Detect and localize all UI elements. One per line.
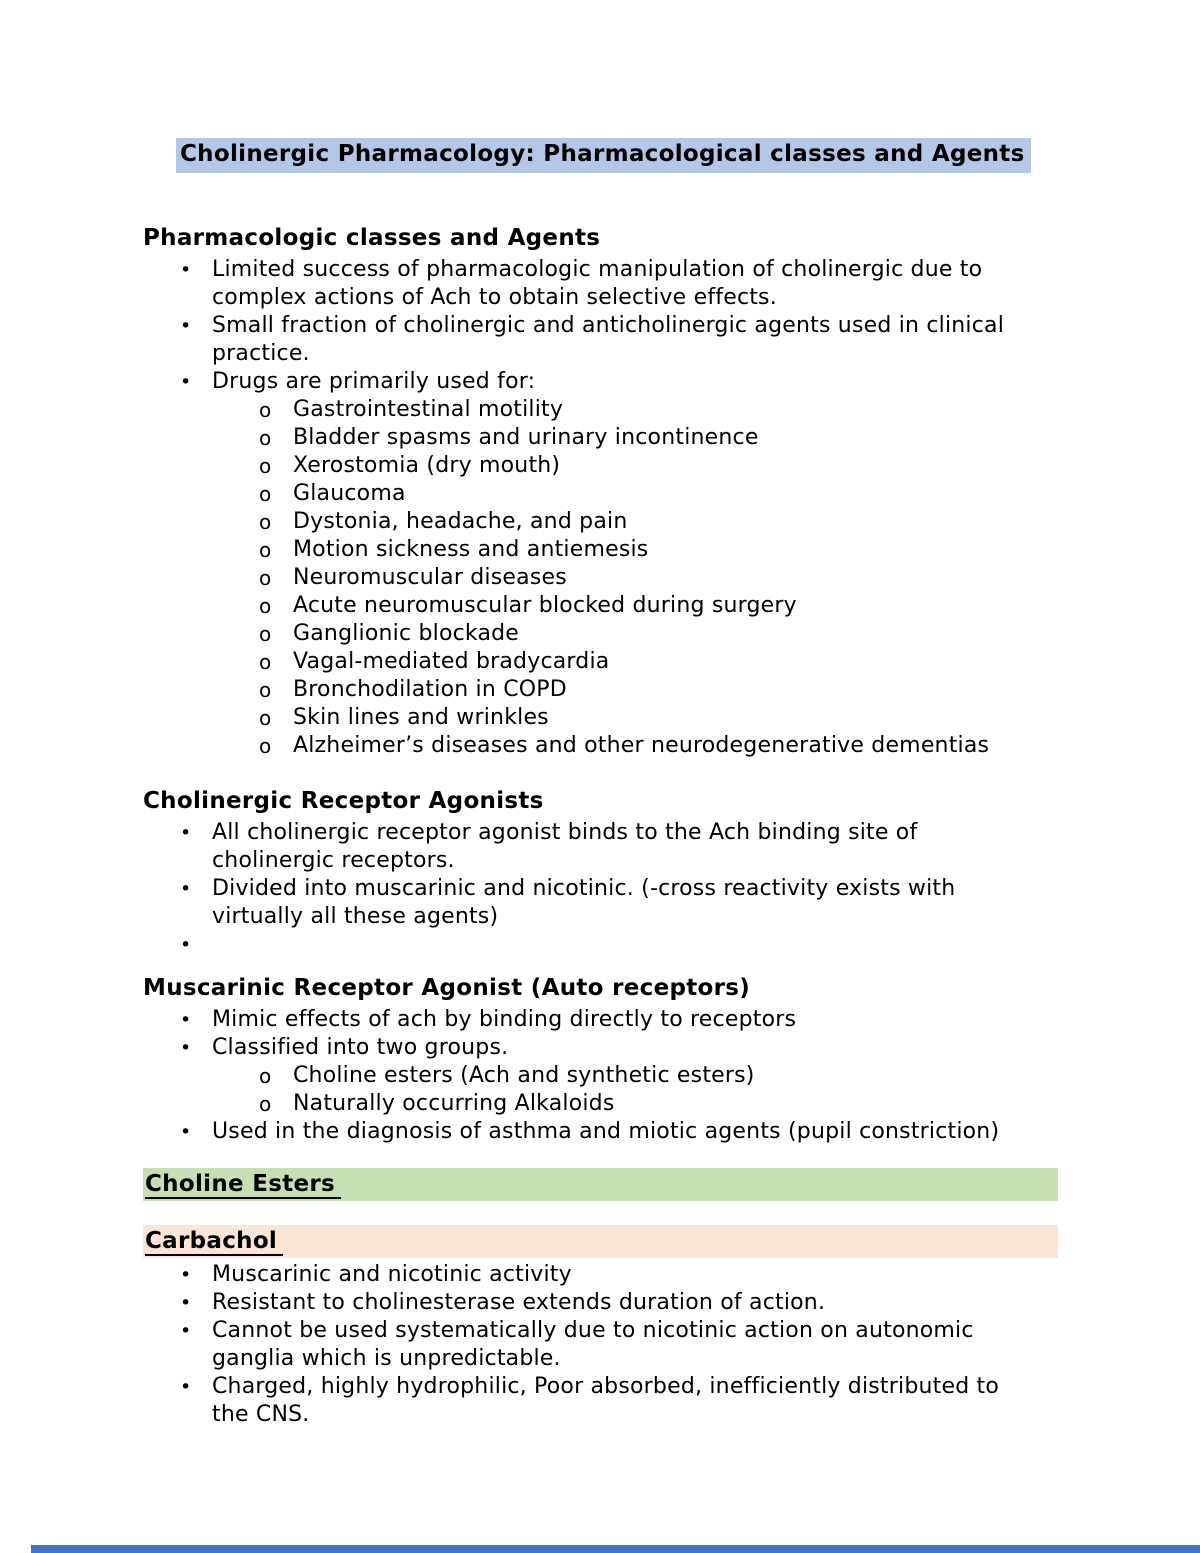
circle-marker: o [259,453,272,478]
sub-bullet-item [143,648,1140,676]
heading-muscarinic-receptor-agonist: Muscarinic Receptor Agonist (Auto receptors) [143,974,751,1001]
bullet-text: Choline esters (Ach and synthetic esters) [293,1062,755,1088]
bullet-text: Used in the diagnosis of asthma and miotic agents (pupil constriction) [212,1118,1000,1144]
bullet-text: Acute neuromuscular blocked during surgery [293,592,797,618]
bullet-marker: • [180,821,192,844]
bullet-item [143,1373,1140,1429]
bullet-item [143,1034,1140,1062]
bullet-marker: • [180,370,192,393]
bullet-item [143,875,1140,931]
bullet-item [143,368,1140,396]
bullet-text: Cannot be used systematically due to nicotinic action on autonomic ganglia which is unpredictable. [212,1318,974,1372]
bullet-item [143,1289,1140,1317]
bullet-marker: • [180,1120,192,1143]
sub-bullet-item [143,452,1140,480]
bullet-marker: • [180,933,192,956]
bullet-marker: • [180,258,192,281]
bullet-item [143,1118,1140,1146]
sub-bullet-item [143,704,1140,732]
sub-bullet-item [143,536,1140,564]
circle-marker: o [259,733,272,758]
sub-bullet-item [143,676,1140,704]
circle-marker: o [259,537,272,562]
bullet-text: Xerostomia (dry mouth) [293,452,561,478]
circle-marker: o [259,593,272,618]
bullet-item [143,1006,1140,1034]
sub-bullet-item [143,508,1140,536]
circle-marker: o [259,565,272,590]
bullet-item [143,1261,1140,1289]
bullet-marker: • [180,877,192,900]
footer-accent-bar [31,1545,1200,1553]
sub-bullet-item [143,564,1140,592]
heading-cholinergic-receptor-agonists: Cholinergic Receptor Agonists [143,787,544,814]
sub-bullet-item [143,1062,1140,1090]
bullet-text: Limited success of pharmacologic manipulation of cholinergic due to complex actions of Ach to obtain selective effects. [212,256,983,310]
bullet-marker: • [180,1292,192,1315]
bullet-text: Ganglionic blockade [293,620,520,646]
banner-carbachol [143,1225,1058,1258]
bullet-text: Alzheimer’s diseases and other neurodegenerative dementias [293,732,990,758]
bullet-marker: • [180,314,192,337]
banner-choline-esters [143,1168,1058,1201]
carbachol-list [143,1261,1140,1429]
bullet-text: Classified into two groups. [212,1034,509,1060]
sub-bullet-item [143,396,1140,424]
bullet-marker: • [180,1376,192,1399]
cholinergic-agonists-list [143,819,1140,959]
sub-bullet-item [143,620,1140,648]
circle-marker: o [259,1091,272,1116]
bullet-text: Naturally occurring Alkaloids [293,1090,615,1116]
bullet-item [143,819,1140,875]
sub-bullet-item [143,1090,1140,1118]
circle-marker: o [259,509,272,534]
bullet-text: All cholinergic receptor agonist binds to the Ach binding site of cholinergic receptors. [212,819,918,873]
bullet-item [143,931,1140,959]
document-title: Cholinergic Pharmacology: Pharmacological classes and Agents [176,138,1031,173]
circle-marker: o [259,397,272,422]
circle-marker: o [259,677,272,702]
banner-choline-esters-label: Choline Esters [145,1171,341,1199]
circle-marker: o [259,425,272,450]
circle-marker: o [259,481,272,506]
bullet-text: Glaucoma [293,480,406,506]
sub-bullet-item [143,480,1140,508]
circle-marker: o [259,1063,272,1088]
bullet-text: Mimic effects of ach by binding directly to receptors [212,1006,797,1032]
muscarinic-agonist-list [143,1006,1140,1146]
bullet-marker: • [180,1320,192,1343]
bullet-text: Charged, highly hydrophilic, Poor absorbed, inefficiently distributed to the CNS. [212,1374,1000,1428]
bullet-text: Drugs are primarily used for: [212,368,536,394]
pharmacologic-classes-list [143,256,1140,760]
bullet-marker: • [180,1036,192,1059]
bullet-item [143,1317,1140,1373]
bullet-text: Bronchodilation in COPD [293,676,567,702]
bullet-text: Skin lines and wrinkles [293,704,549,730]
bullet-item [143,312,1140,368]
bullet-text: Resistant to cholinesterase extends duration of action. [212,1290,826,1316]
circle-marker: o [259,705,272,730]
circle-marker: o [259,621,272,646]
bullet-text: Neuromuscular diseases [293,564,567,590]
heading-pharmacologic-classes: Pharmacologic classes and Agents [143,224,601,251]
circle-marker: o [259,649,272,674]
bullet-text: Vagal-mediated bradycardia [293,648,610,674]
bullet-marker: • [180,1264,192,1287]
bullet-text: Muscarinic and nicotinic activity [212,1262,572,1288]
bullet-marker: • [180,1008,192,1031]
sub-bullet-item [143,732,1140,760]
bullet-text: Divided into muscarinic and nicotinic. (-cross reactivity exists with virtually all these agents) [212,875,956,929]
banner-carbachol-label: Carbachol [145,1228,283,1256]
bullet-text: Small fraction of cholinergic and anticholinergic agents used in clinical practice. [212,312,1005,366]
bullet-item [143,256,1140,312]
sub-bullet-item [143,424,1140,452]
sub-bullet-item [143,592,1140,620]
bullet-text: Gastrointestinal motility [293,396,564,422]
bullet-text: Bladder spasms and urinary incontinence [293,424,759,450]
bullet-text: Motion sickness and antiemesis [293,536,649,562]
bullet-text: Dystonia, headache, and pain [293,508,628,534]
